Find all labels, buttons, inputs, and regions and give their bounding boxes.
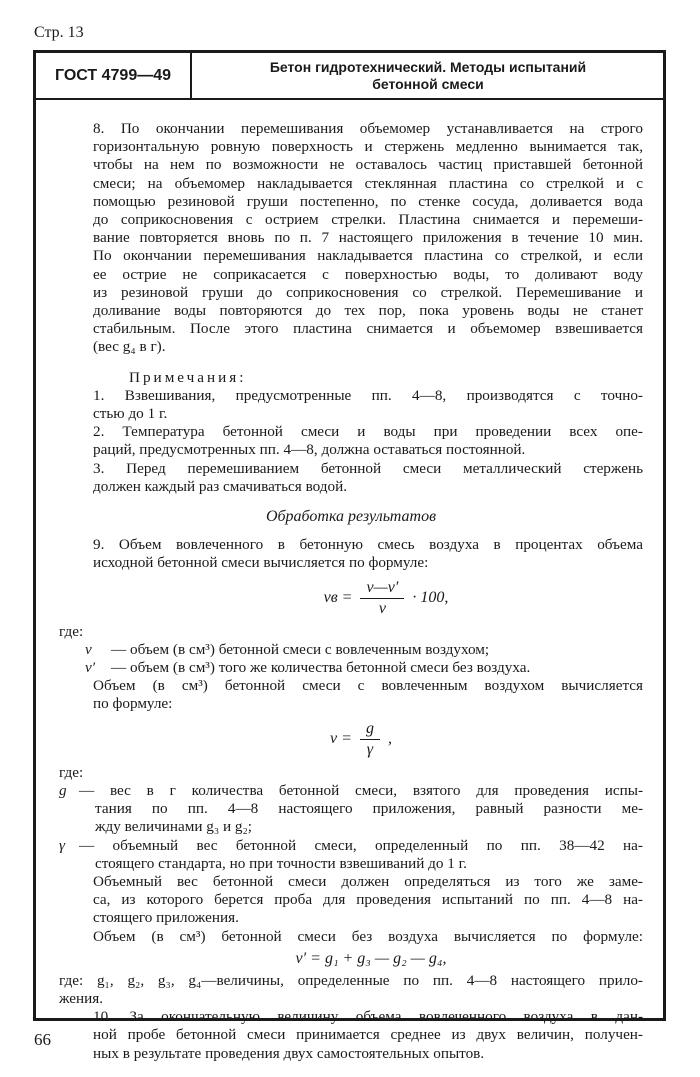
section-title: Обработка результатов bbox=[265, 508, 437, 526]
formula-volume bbox=[79, 714, 643, 764]
text-line: стоящего приложения. bbox=[93, 909, 239, 927]
header-divider bbox=[190, 53, 192, 98]
text-line: доливание воды повторяются до тех пор, пока уровень воды не станет bbox=[93, 302, 643, 320]
document-header bbox=[33, 50, 666, 100]
text-line: стоящего стандарта, но при точности взвешиваний до 1 г. bbox=[95, 854, 467, 872]
definition-symbol: γ bbox=[59, 836, 65, 854]
formula-volume-without-air: v′ = g₁ + g₃ — g₂ — g₄, bbox=[295, 949, 447, 967]
text-line: са, из которого берется проба для проведения испытаний по пп. 4—8 на- bbox=[93, 891, 643, 909]
text-line: должен каждый раз смачиваться водой. bbox=[93, 477, 348, 495]
paragraph-8 bbox=[59, 120, 643, 357]
definition-text: — объем (в см³) того же количества бетонной смеси без воздуха. bbox=[111, 659, 531, 677]
text-line: ной пробе бетонной смеси принимается среднее из двух величин, получен- bbox=[93, 1026, 643, 1044]
formula-fraction bbox=[360, 578, 404, 619]
text-line: Объем (в см³) бетонной смеси с вовлеченным воздухом вычисляется bbox=[93, 677, 643, 695]
definition-text bbox=[79, 837, 643, 873]
text-line: стью до 1 г. bbox=[93, 405, 168, 423]
formula-rhs: · 100, bbox=[412, 588, 449, 606]
header-title bbox=[193, 53, 663, 98]
text-line: горизонтальную ровную поверхность и стержень медленно вынимается так, bbox=[93, 138, 643, 156]
paragraph-9 bbox=[59, 536, 643, 572]
text-line: стабильным. После этого пластина снимается и объемомер взвешивается bbox=[93, 320, 643, 338]
definition-text: — объем (в см³) бетонной смеси с вовлеченным воздухом; bbox=[111, 640, 490, 658]
fraction-denominator: v bbox=[378, 599, 386, 617]
formula-air-volume bbox=[129, 573, 643, 623]
text-line: из резиновой груши до соприкосновения со стрелкой. Перемешивание и bbox=[93, 283, 643, 301]
text-line: 10. За окончательную величину объема вовлеченного воздуха в дан- bbox=[93, 1008, 643, 1026]
definition-v bbox=[59, 641, 643, 659]
text-line: вание повторяется вновь по п. 7 настоящего приложения в течение 10 мин. bbox=[93, 229, 643, 247]
text-line: 3. Перед перемешиванием бетонной смеси металлический стержень bbox=[93, 459, 643, 477]
definition-gamma bbox=[59, 837, 643, 873]
text-line: помощью резиновой груши постепенно, по стенке сосуда, доливается вода bbox=[93, 192, 643, 210]
definition-symbol: v bbox=[85, 640, 92, 658]
note-1 bbox=[59, 387, 643, 423]
paragraph-weight bbox=[59, 873, 643, 928]
formula-lhs: v = bbox=[330, 729, 352, 747]
text-line: — вес в г количества бетонной смеси, взятого для проведения испы- bbox=[79, 781, 643, 799]
text-line: до соприкосновения с острием стрелки. Пластина снимается и перемеши- bbox=[93, 211, 643, 229]
gost-code: ГОСТ 4799—49 bbox=[54, 66, 172, 84]
document-body bbox=[59, 120, 643, 1063]
note-2 bbox=[59, 423, 643, 459]
text-line: тания по пп. 4—8 настоящего приложения, равный разности ме- bbox=[95, 800, 643, 818]
text-line: жения. bbox=[59, 989, 104, 1007]
text-line: где: g₁, g₂, g₃, g₄—величины, определенные по пп. 4—8 настоящего прило- bbox=[59, 971, 643, 989]
where-label: где: bbox=[59, 622, 84, 640]
formula-fraction bbox=[360, 719, 380, 760]
definition-symbol: v′ bbox=[85, 659, 96, 677]
paragraph-volume-without-air bbox=[59, 928, 643, 946]
text-line: ных в результате проведения двух самостоятельных опытов. bbox=[93, 1044, 485, 1062]
note-3 bbox=[59, 460, 643, 496]
text-line: 2. Температура бетонной смеси и воды при проведении всех опе- bbox=[93, 423, 643, 441]
page-label: Стр. 13 bbox=[34, 24, 84, 41]
text-line: чтобы на нем по возможности не оставалось частиц приставшей бетонной bbox=[93, 156, 643, 174]
text-line: 1. Взвешивания, предусмотренные пп. 4—8, производятся с точно- bbox=[93, 386, 643, 404]
fraction-numerator: g bbox=[360, 719, 380, 740]
header-title-line1: Бетон гидротехнический. Методы испытаний bbox=[269, 58, 587, 75]
header-title-line2: бетонной смеси bbox=[372, 75, 484, 92]
text-line: жду величинами g₃ и g₂; bbox=[95, 818, 253, 836]
text-line: Объемный вес бетонной смеси должен определяться из того же заме- bbox=[93, 872, 643, 890]
text-line: ее острие не соприкасается с поверхностью воды, то доливают воду bbox=[93, 265, 643, 283]
formula-rhs: , bbox=[387, 729, 392, 747]
paragraph-10 bbox=[59, 1008, 643, 1063]
text-line: 8. По окончании перемешивания объемомер устанавливается на строго bbox=[93, 120, 643, 137]
text-line: смеси; на объемомер накладывается стеклянная пластина со стрелкой и с bbox=[93, 174, 643, 192]
fraction-denominator: γ bbox=[366, 740, 374, 758]
notes-heading: Примечания: bbox=[129, 368, 247, 386]
definition-v-prime bbox=[59, 659, 643, 677]
text-line: По окончании перемешивания накладывается пластина со стрелкой, и если bbox=[93, 247, 643, 265]
where-label: где: bbox=[59, 763, 84, 781]
fraction-numerator: v—v′ bbox=[360, 578, 404, 599]
text-line: Объем (в см³) бетонной смеси без воздуха вычисляется по формуле: bbox=[93, 927, 643, 945]
text-line: исходной бетонной смеси вычисляется по формуле: bbox=[93, 554, 429, 572]
text-line: по формуле: bbox=[93, 695, 173, 713]
text-line: (вес g₄ в г). bbox=[93, 338, 166, 356]
formula-lhs: vв = bbox=[323, 588, 353, 606]
text-line: раций, предусмотренных пп. 4—8, должна оставаться постоянной. bbox=[93, 441, 526, 459]
text-line: 9. Объем вовлеченного в бетонную смесь воздуха в процентах объема bbox=[93, 536, 643, 554]
paragraph-volume bbox=[59, 677, 643, 713]
definition-g bbox=[59, 782, 643, 837]
paragraph-where-3 bbox=[59, 972, 643, 1008]
definition-symbol: g bbox=[59, 781, 67, 799]
page-number: 66 bbox=[34, 1030, 51, 1049]
definition-text bbox=[79, 782, 643, 837]
text-line: — объемный вес бетонной смеси, определенный по пп. 38—42 на- bbox=[79, 836, 643, 854]
